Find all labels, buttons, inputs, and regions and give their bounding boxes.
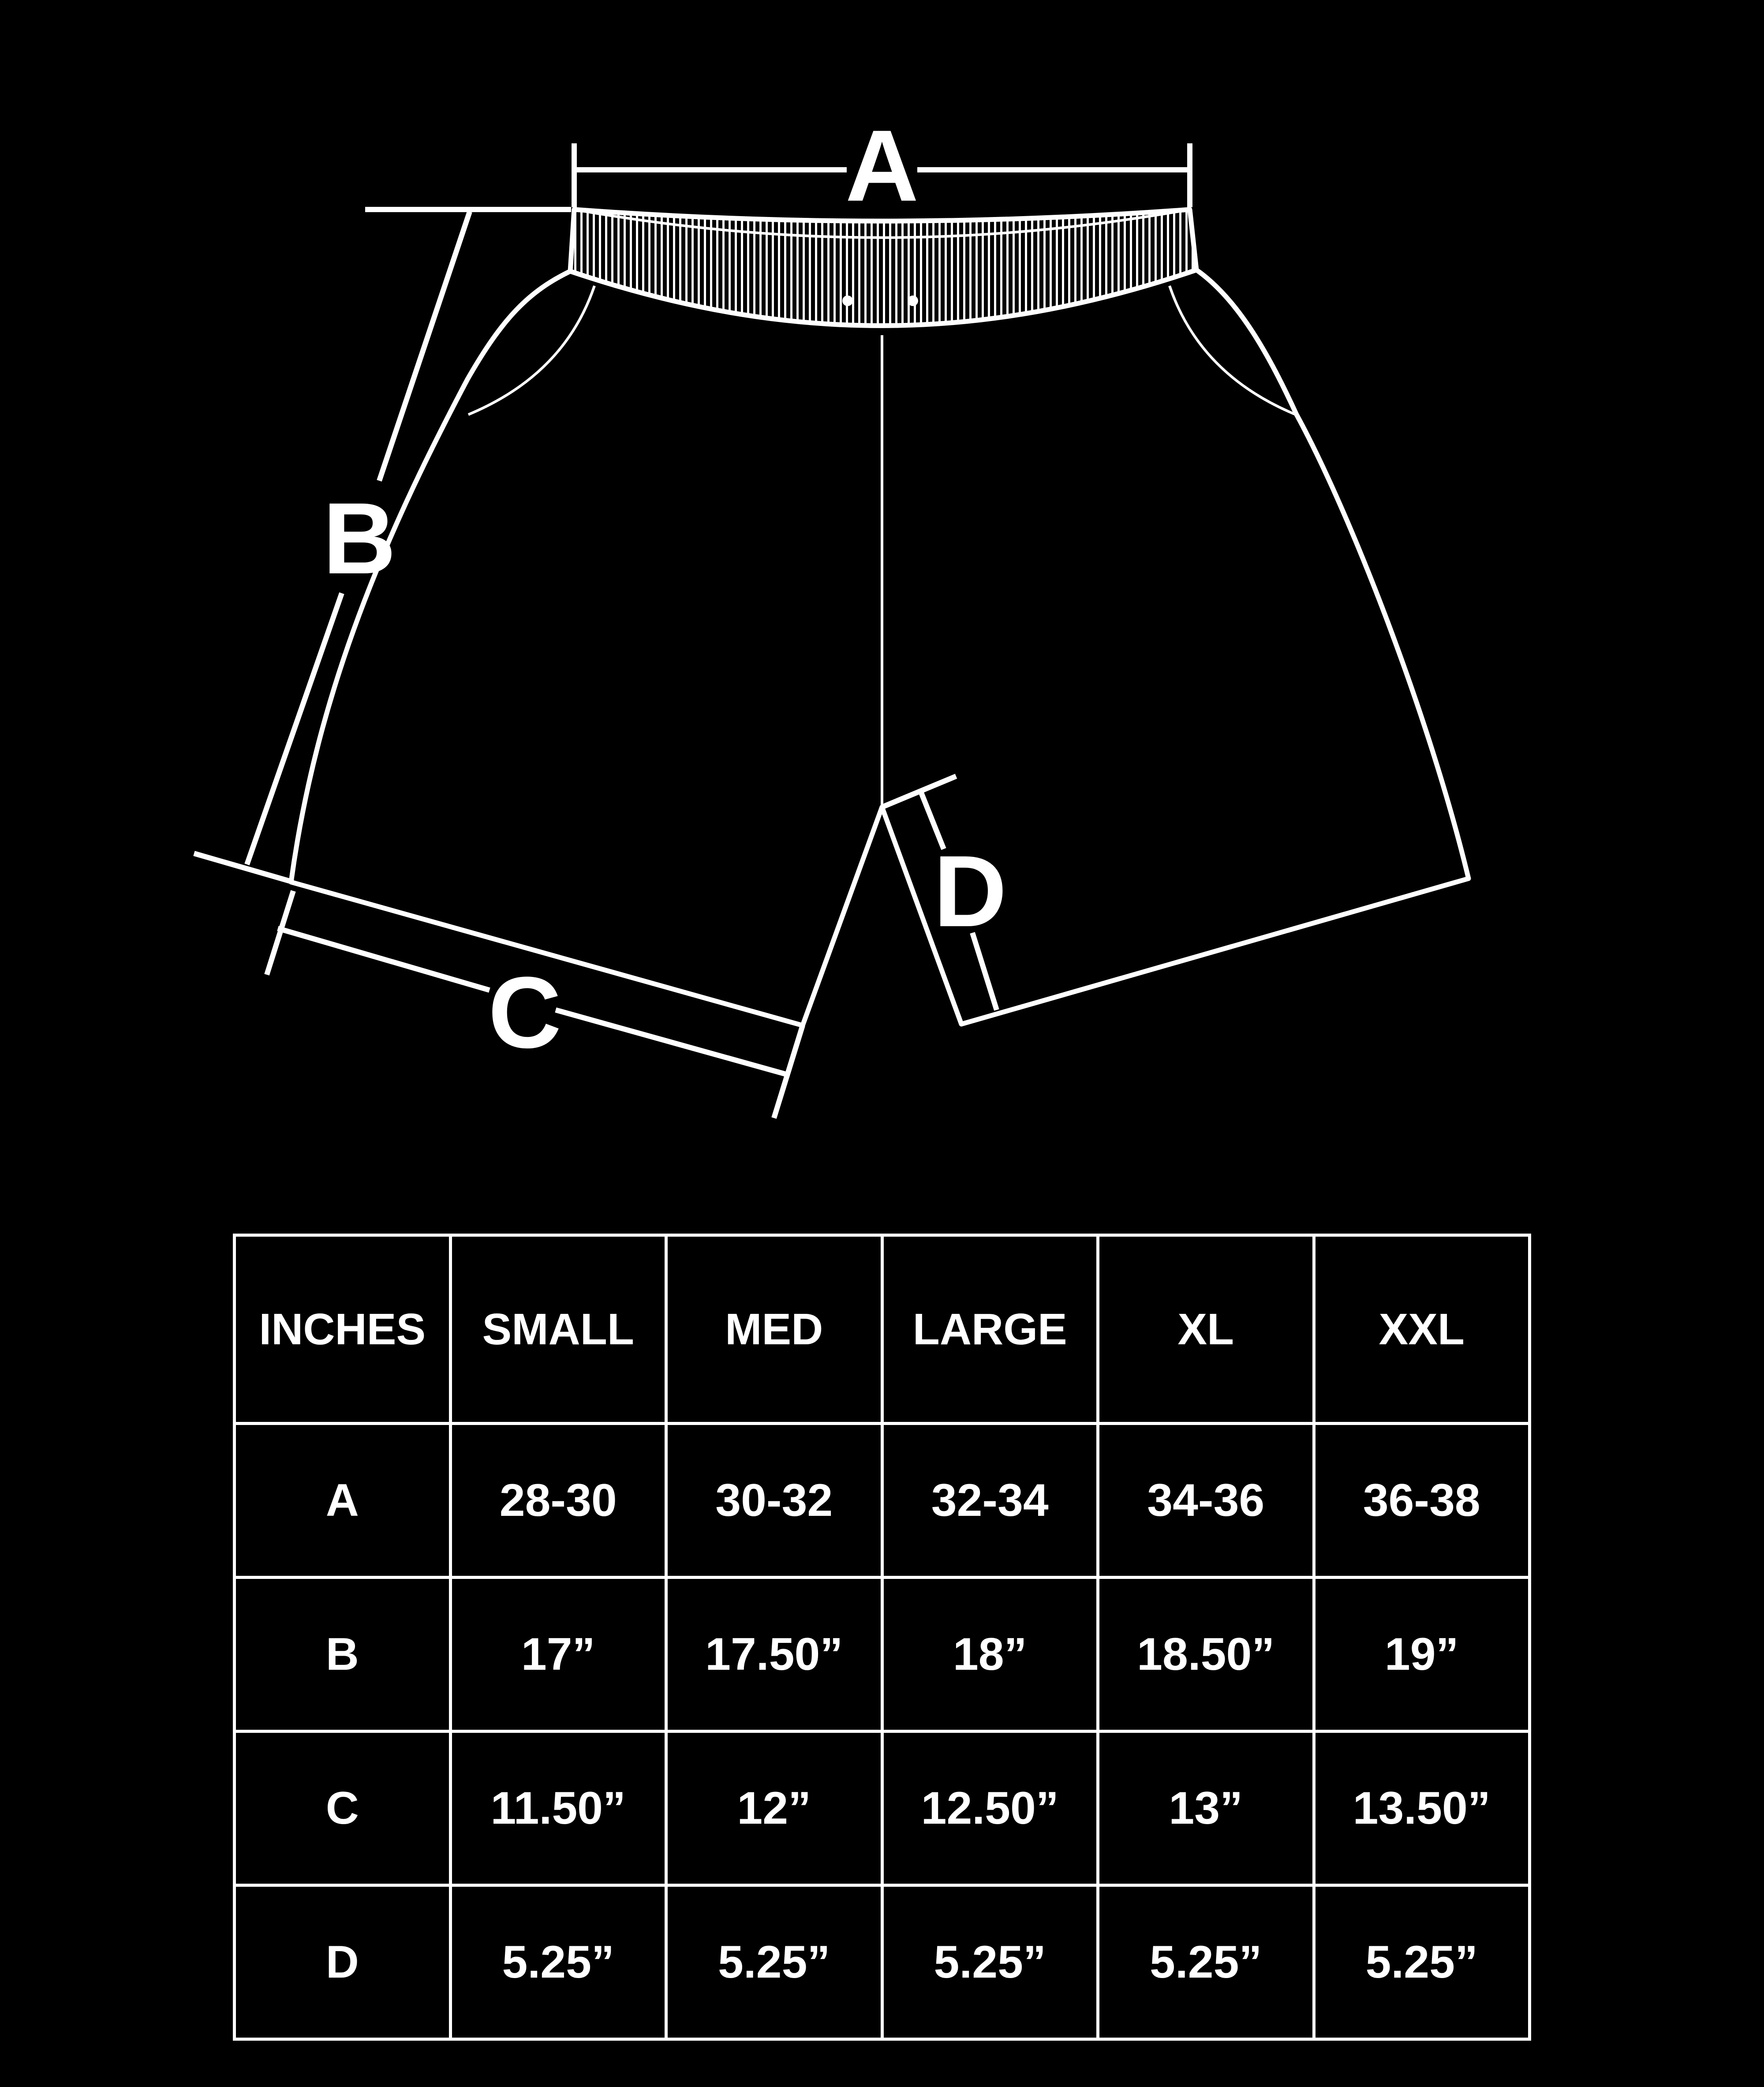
table-cell: 19”: [1314, 1578, 1530, 1732]
table-cell: 5.25”: [450, 1885, 666, 2039]
size-chart-table: [233, 1234, 1531, 2041]
table-row-a: [235, 1424, 1530, 1578]
table-cell: 18.50”: [1098, 1578, 1314, 1732]
table-cell: 18”: [882, 1578, 1098, 1732]
table-cell: 5.25”: [666, 1885, 882, 2039]
table-row-d: [235, 1885, 1530, 2039]
corner-header: INCHES: [235, 1235, 451, 1424]
table-cell: 5.25”: [882, 1885, 1098, 2039]
row-label: A: [235, 1424, 451, 1578]
table-cell: 5.25”: [1098, 1885, 1314, 2039]
table-cell: 30-32: [666, 1424, 882, 1578]
table-cell: 11.50”: [450, 1732, 666, 1885]
label-c: C: [488, 956, 562, 1069]
table-row-b: [235, 1578, 1530, 1732]
table-row-c: [235, 1732, 1530, 1885]
shorts-outline: [291, 209, 1469, 1025]
size-header: MED: [666, 1235, 882, 1424]
label-b: B: [322, 482, 396, 595]
table-cell: 28-30: [450, 1424, 666, 1578]
table-cell: 5.25”: [1314, 1885, 1530, 2039]
table-cell: 13.50”: [1314, 1732, 1530, 1885]
size-header: LARGE: [882, 1235, 1098, 1424]
size-header: XXL: [1314, 1235, 1530, 1424]
table-cell: 13”: [1098, 1732, 1314, 1885]
row-label: B: [235, 1578, 451, 1732]
measure-a: [574, 109, 1190, 222]
row-label: D: [235, 1885, 451, 2039]
measure-c: [194, 853, 803, 1118]
table-cell: 12”: [666, 1732, 882, 1885]
drawstring-hole-right: [908, 295, 918, 306]
waistband: [570, 209, 1196, 325]
size-header: XL: [1098, 1235, 1314, 1424]
label-d: D: [933, 834, 1007, 948]
table-cell: 12.50”: [882, 1732, 1098, 1885]
table-cell: 34-36: [1098, 1424, 1314, 1578]
table-cell: 17”: [450, 1578, 666, 1732]
table-cell: 36-38: [1314, 1424, 1530, 1578]
shorts-body-outline: [291, 270, 1469, 1025]
row-label: C: [235, 1732, 451, 1885]
table-cell: 32-34: [882, 1424, 1098, 1578]
size-header: SMALL: [450, 1235, 666, 1424]
table-cell: 17.50”: [666, 1578, 882, 1732]
size-header-row: [235, 1235, 1530, 1424]
drawstring-hole-left: [842, 295, 853, 306]
measure-b: [247, 209, 571, 864]
label-a: A: [845, 109, 919, 222]
